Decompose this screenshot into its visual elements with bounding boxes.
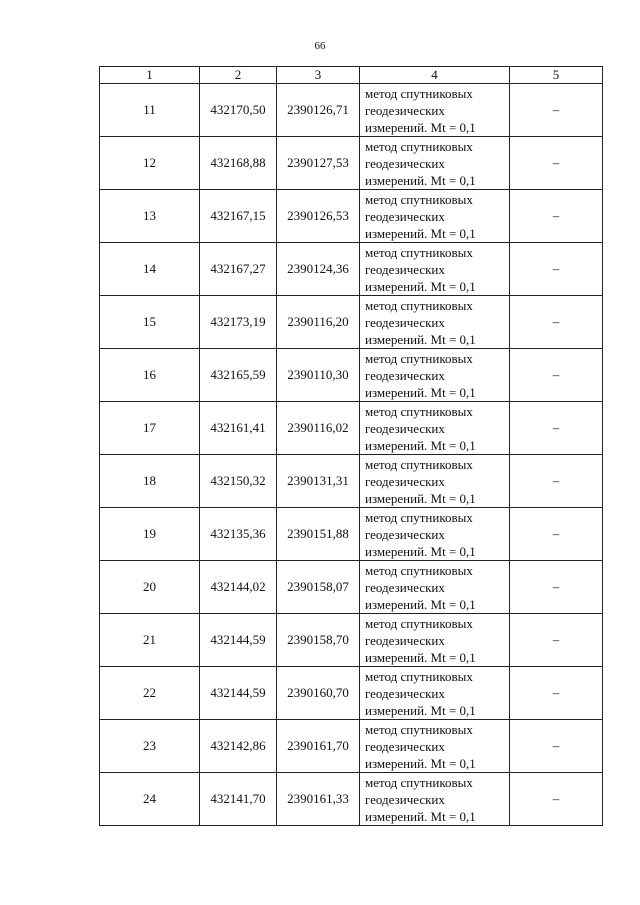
point-number: 20 xyxy=(100,561,200,614)
method-line-3: измерений. Mt = 0,1 xyxy=(365,278,476,294)
coordinate-x: 432144,59 xyxy=(200,667,277,720)
coordinate-x: 432141,70 xyxy=(200,773,277,826)
coordinate-y: 2390126,71 xyxy=(277,84,360,137)
method-line-2: геодезических xyxy=(365,526,445,542)
coordinate-y: 2390161,70 xyxy=(277,720,360,773)
point-number: 22 xyxy=(100,667,200,720)
table-body xyxy=(100,84,603,826)
measurement-method xyxy=(360,508,510,561)
measurement-method xyxy=(360,561,510,614)
method-line-3: измерений. Mt = 0,1 xyxy=(365,331,476,347)
point-number: 21 xyxy=(100,614,200,667)
method-line-3: измерений. Mt = 0,1 xyxy=(365,755,476,771)
coordinate-y: 2390127,53 xyxy=(277,137,360,190)
coordinate-x: 432167,15 xyxy=(200,190,277,243)
method-line-3: измерений. Mt = 0,1 xyxy=(365,543,476,559)
column-5-value: – xyxy=(510,561,603,614)
column-5-value: – xyxy=(510,402,603,455)
measurement-method xyxy=(360,667,510,720)
coordinate-x: 432170,50 xyxy=(200,84,277,137)
point-number: 14 xyxy=(100,243,200,296)
coordinate-x: 432173,19 xyxy=(200,296,277,349)
method-line-1: метод спутниковых xyxy=(365,244,473,260)
coordinate-x: 432165,59 xyxy=(200,349,277,402)
point-number: 19 xyxy=(100,508,200,561)
table-row xyxy=(100,243,603,296)
measurement-method xyxy=(360,190,510,243)
method-line-1: метод спутниковых xyxy=(365,191,473,207)
coordinate-y: 2390131,31 xyxy=(277,455,360,508)
method-line-2: геодезических xyxy=(365,261,445,277)
coordinate-x: 432144,02 xyxy=(200,561,277,614)
column-5-value: – xyxy=(510,667,603,720)
point-number: 23 xyxy=(100,720,200,773)
method-line-1: метод спутниковых xyxy=(365,297,473,313)
column-header-4: 4 xyxy=(360,67,510,84)
method-line-2: геодезических xyxy=(365,155,445,171)
coordinate-x: 432144,59 xyxy=(200,614,277,667)
method-line-2: геодезических xyxy=(365,791,445,807)
column-5-value: – xyxy=(510,84,603,137)
measurement-method xyxy=(360,773,510,826)
table-row xyxy=(100,349,603,402)
point-number: 24 xyxy=(100,773,200,826)
coordinate-y: 2390126,53 xyxy=(277,190,360,243)
method-line-3: измерений. Mt = 0,1 xyxy=(365,596,476,612)
measurement-method xyxy=(360,137,510,190)
column-5-value: – xyxy=(510,614,603,667)
coordinate-y: 2390116,02 xyxy=(277,402,360,455)
method-line-3: измерений. Mt = 0,1 xyxy=(365,225,476,241)
measurement-method xyxy=(360,84,510,137)
method-line-2: геодезических xyxy=(365,579,445,595)
table-row xyxy=(100,614,603,667)
coordinate-x: 432168,88 xyxy=(200,137,277,190)
method-line-1: метод спутниковых xyxy=(365,456,473,472)
point-number: 11 xyxy=(100,84,200,137)
method-line-1: метод спутниковых xyxy=(365,350,473,366)
measurement-method xyxy=(360,349,510,402)
method-line-2: геодезических xyxy=(365,738,445,754)
coordinate-y: 2390151,88 xyxy=(277,508,360,561)
column-5-value: – xyxy=(510,190,603,243)
table-row xyxy=(100,296,603,349)
method-line-3: измерений. Mt = 0,1 xyxy=(365,702,476,718)
coordinate-x: 432142,86 xyxy=(200,720,277,773)
coordinate-x: 432135,36 xyxy=(200,508,277,561)
point-number: 18 xyxy=(100,455,200,508)
coordinate-y: 2390160,70 xyxy=(277,667,360,720)
point-number: 16 xyxy=(100,349,200,402)
table-row xyxy=(100,667,603,720)
table-header-row xyxy=(100,67,603,84)
column-header-5: 5 xyxy=(510,67,603,84)
method-line-2: геодезических xyxy=(365,685,445,701)
measurement-method xyxy=(360,296,510,349)
coordinate-x: 432161,41 xyxy=(200,402,277,455)
table-row xyxy=(100,561,603,614)
column-header-2: 2 xyxy=(200,67,277,84)
method-line-3: измерений. Mt = 0,1 xyxy=(365,437,476,453)
method-line-2: геодезических xyxy=(365,102,445,118)
coordinate-y: 2390161,33 xyxy=(277,773,360,826)
method-line-2: геодезических xyxy=(365,473,445,489)
column-5-value: – xyxy=(510,349,603,402)
method-line-1: метод спутниковых xyxy=(365,85,473,101)
column-5-value: – xyxy=(510,720,603,773)
coordinate-y: 2390158,70 xyxy=(277,614,360,667)
method-line-2: геодезических xyxy=(365,367,445,383)
method-line-1: метод спутниковых xyxy=(365,562,473,578)
coordinates-table xyxy=(99,66,603,826)
measurement-method xyxy=(360,614,510,667)
column-5-value: – xyxy=(510,773,603,826)
column-5-value: – xyxy=(510,508,603,561)
coordinate-x: 432150,32 xyxy=(200,455,277,508)
column-header-3: 3 xyxy=(277,67,360,84)
measurement-method xyxy=(360,720,510,773)
table-row xyxy=(100,508,603,561)
coordinate-y: 2390124,36 xyxy=(277,243,360,296)
method-line-3: измерений. Mt = 0,1 xyxy=(365,172,476,188)
point-number: 13 xyxy=(100,190,200,243)
table-row xyxy=(100,455,603,508)
method-line-3: измерений. Mt = 0,1 xyxy=(365,119,476,135)
coordinate-y: 2390110,30 xyxy=(277,349,360,402)
measurement-method xyxy=(360,455,510,508)
coordinate-x: 432167,27 xyxy=(200,243,277,296)
point-number: 12 xyxy=(100,137,200,190)
coordinate-y: 2390116,20 xyxy=(277,296,360,349)
column-header-1: 1 xyxy=(100,67,200,84)
column-5-value: – xyxy=(510,455,603,508)
measurement-method xyxy=(360,402,510,455)
method-line-2: геодезических xyxy=(365,420,445,436)
table-row xyxy=(100,720,603,773)
measurement-method xyxy=(360,243,510,296)
column-5-value: – xyxy=(510,243,603,296)
method-line-1: метод спутниковых xyxy=(365,403,473,419)
table-row xyxy=(100,190,603,243)
method-line-1: метод спутниковых xyxy=(365,509,473,525)
column-5-value: – xyxy=(510,296,603,349)
method-line-2: геодезических xyxy=(365,208,445,224)
method-line-2: геодезических xyxy=(365,632,445,648)
table-row xyxy=(100,402,603,455)
method-line-1: метод спутниковых xyxy=(365,774,473,790)
method-line-2: геодезических xyxy=(365,314,445,330)
table-row xyxy=(100,137,603,190)
method-line-3: измерений. Mt = 0,1 xyxy=(365,490,476,506)
coordinate-y: 2390158,07 xyxy=(277,561,360,614)
point-number: 17 xyxy=(100,402,200,455)
method-line-3: измерений. Mt = 0,1 xyxy=(365,808,476,824)
column-5-value: – xyxy=(510,137,603,190)
page-number: 66 xyxy=(314,40,326,52)
method-line-3: измерений. Mt = 0,1 xyxy=(365,384,476,400)
table-row xyxy=(100,84,603,137)
method-line-3: измерений. Mt = 0,1 xyxy=(365,649,476,665)
method-line-1: метод спутниковых xyxy=(365,138,473,154)
table-row xyxy=(100,773,603,826)
method-line-1: метод спутниковых xyxy=(365,668,473,684)
method-line-1: метод спутниковых xyxy=(365,615,473,631)
point-number: 15 xyxy=(100,296,200,349)
method-line-1: метод спутниковых xyxy=(365,721,473,737)
